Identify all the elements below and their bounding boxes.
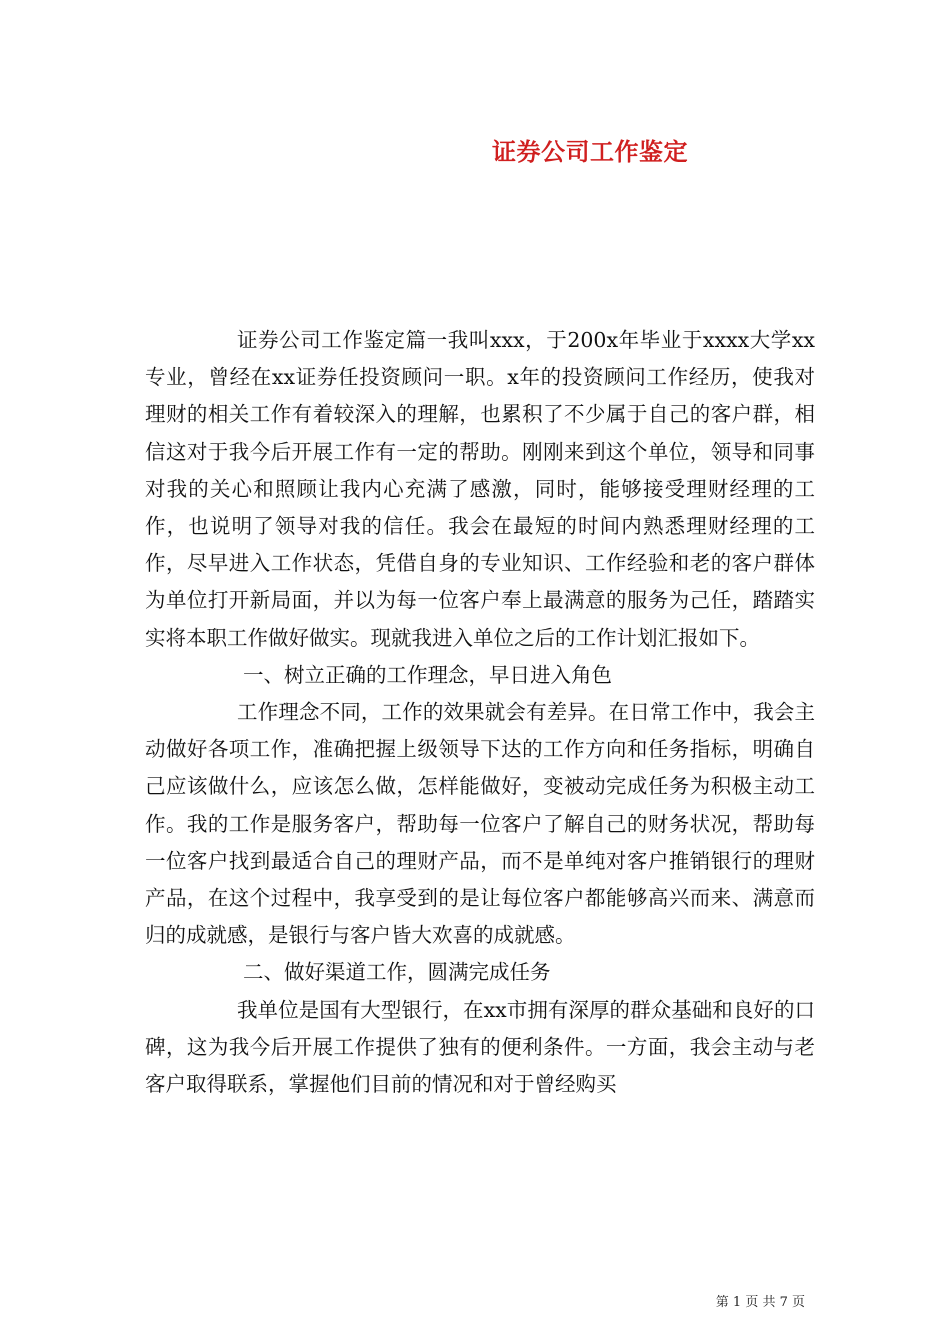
paragraph-intro: 证券公司工作鉴定篇一我叫xxx，于200x年毕业于xxxx大学xx专业，曾经在xx证券任投资顾问一职。x年的投资顾问工作经历，使我对理财的相关工作有着较深入的理解，也累积了不少属于自己的客户群，相信这对于我今后开展工作有一定的帮助。刚刚来到这个单位，领导和同事对我的关心和照顾让我内心充满了感激，同时，能够接受理财经理的工作，也说明了领导对我的信任。我会在最短的时间内熟悉理财经理的工作，尽早进入工作状态，凭借自身的专业知识、工作经验和老的客户群体为单位打开新局面，并以为每一位客户奉上最满意的服务为己任，踏踏实实将本职工作做好做实。现就我进入单位之后的工作计划汇报如下。 [145,328,815,650]
paragraph-section-2: 我单位是国有大型银行，在xx市拥有深厚的群众基础和良好的口碑，这为我今后开展工作提供了独有的便利条件。一方面，我会主动与老客户取得联系，掌握他们目前的情况和对于曾经购买 [145,997,815,1097]
paragraph-section-1: 工作理念不同，工作的效果就会有差异。在日常工作中，我会主动做好各项工作，准确把握上级领导下达的工作方向和任务指标，明确自己应该做什么，应该怎么做，怎样能做好，变被动完成任务为积极主动工作。我的工作是服务客户，帮助每一位客户了解自己的财务状况，帮助每一位客户找到最适合自己的理财产品，而不是单纯对客户推销银行的理财产品，在这个过程中，我享受到的是让每位客户都能够高兴而来、满意而归的成就感，是银行与客户皆大欢喜的成就感。 [145,700,815,948]
section-heading-1: 一、树立正确的工作理念，早日进入角色 [243,662,612,687]
page-title: 证券公司工作鉴定 [492,138,688,166]
section-heading-2: 二、做好渠道工作，圆满完成任务 [243,960,551,985]
document-body [145,322,815,1103]
page-number: 第 1 页 共 7 页 [715,1295,805,1310]
